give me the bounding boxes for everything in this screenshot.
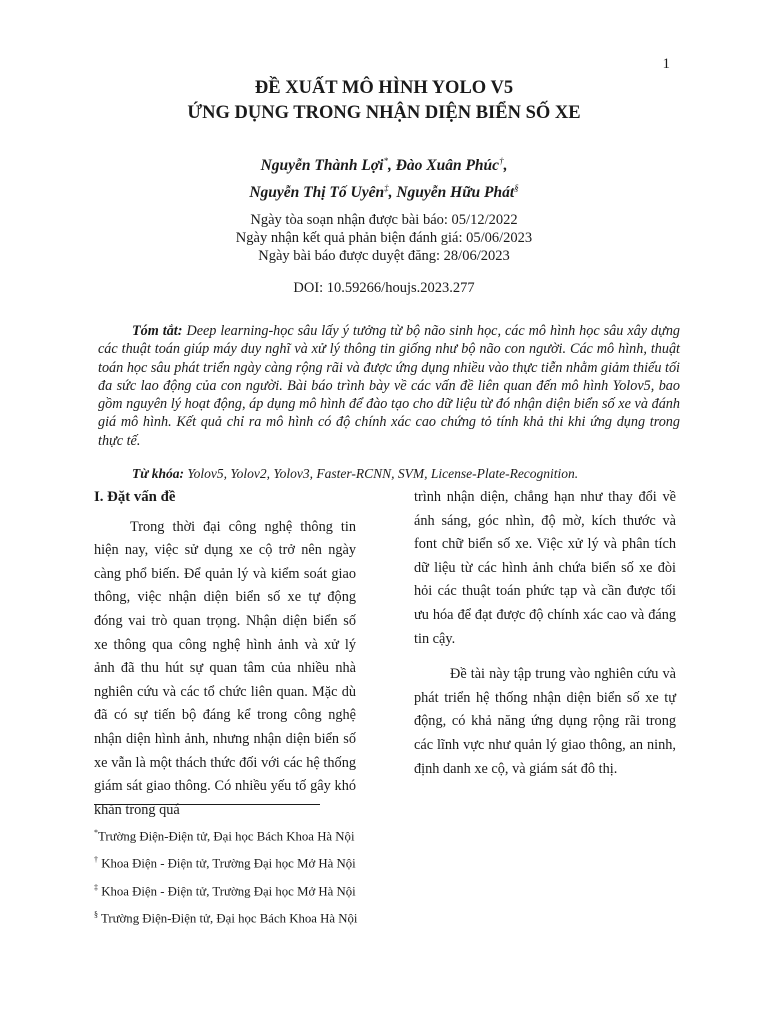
keywords [132, 465, 682, 483]
author-name: Nguyễn Thành Lợi [260, 157, 384, 175]
keywords-text: Yolov5, Yolov2, Yolov3, Faster-RCNN, SVM, License-Plate-Recognition. [183, 466, 579, 481]
footnote-mark: † [94, 855, 98, 865]
footnote-text: Khoa Điện - Điện tử, Trường Đại học Mở Hà Nội [98, 856, 356, 871]
doi: DOI: 10.59266/houjs.2023.277 [293, 280, 475, 296]
review-date: Ngày nhận kết quả phản biện đánh giá: 05/06/2023 [235, 230, 533, 246]
author-line-1 [0, 150, 768, 177]
author-separator: , [388, 184, 397, 202]
author-list [0, 150, 768, 204]
footnotes [94, 821, 434, 931]
page-number: 1 [662, 56, 670, 72]
author-separator: , [387, 157, 396, 175]
author-separator: , [503, 157, 508, 175]
abstract-label: Tóm tắt: [132, 323, 183, 339]
author-mark: ‡ [384, 183, 389, 194]
body-paragraph: Trong thời đại công nghệ thông tin hiện nay, việc sử dụng xe cộ trở nên ngày càng phổ biến. Để quản lý và kiểm soát giao thông, việc nhận diện biển số xe tự động đóng vai trò quan trọng. Nhận diện biển số xe thông qua công nghệ hình ảnh và xử lý ảnh đã thu hút sự quan tâm của nhiều nhà nghiên cứu và các tổ chức liên quan. Mặc dù đã có sự tiến bộ đáng kể trong công nghệ nhận diện hình ảnh, nhưng nhận diện biển số xe vẫn là một thách thức đối với các hệ thống giám sát giao thông. Có nhiều yếu tố gây khó khăn trong quá [94, 518, 356, 818]
footnote-mark: § [94, 910, 98, 920]
footnote-divider [94, 804, 320, 805]
footnote [94, 848, 434, 875]
footnote [94, 876, 434, 903]
left-column [94, 486, 356, 822]
section-heading: I. Đặt vấn đề [94, 489, 176, 505]
body-paragraph-continued: trình nhận diện, chẳng hạn như thay đổi về ánh sáng, góc nhìn, độ mờ, kích thước và font chữ biển số xe. Việc xử lý và phân tích dữ liệu từ các hình ảnh chứa biển số xe đòi hỏi các thuật toán phức tạp và cần được tối ưu hóa để đạt được độ chính xác cao và đáng tin cậy. [414, 489, 676, 647]
title-line-2: ỨNG DỤNG TRONG NHẬN DIỆN BIỂN SỐ XE [187, 103, 581, 123]
author-mark: § [514, 183, 519, 194]
body-paragraph: Đề tài này tập trung vào nghiên cứu và phát triển hệ thống nhận diện biển số xe tự động, có khả năng ứng dụng rộng rãi trong các lĩnh vực như quản lý giao thông, an ninh, định danh xe cộ, và giám sát đô thị. [414, 666, 676, 777]
footnote-text: Trường Điện-Điện tử, Đại học Bách Khoa Hà Nội [98, 829, 355, 844]
footnote-text: Khoa Điện - Điện tử, Trường Đại học Mở Hà Nội [98, 884, 356, 899]
footnote-mark: ‡ [94, 882, 98, 892]
abstract [98, 322, 680, 450]
received-date: Ngày tòa soạn nhận được bài báo: 05/12/2022 [250, 212, 518, 228]
right-column [414, 486, 676, 781]
paper-title [0, 76, 768, 126]
author-mark: * [383, 156, 388, 166]
footnote [94, 903, 434, 930]
author-mark: † [499, 156, 504, 166]
footnote-mark: * [94, 828, 98, 837]
author-line-2 [0, 177, 768, 204]
footnote [94, 821, 434, 848]
author-name: Đào Xuân Phúc [395, 157, 500, 175]
abstract-text: Deep learning-học sâu lấy ý tưởng từ bộ não sinh học, các mô hình học sâu xây dựng các thuật toán giúp máy duy nghĩ và xử lý thông tin giống như bộ não con người. Các mô hình, thuật toán học sâu phát triển ngày càng rộng rãi và được ứng dụng nhiều vào thực tiễn nhằm giảm thiểu tối đa sức lao động của con người. Bài báo trình bày về các vấn đề liên quan đến mô hình Yolov5, bao gồm nguyên lý hoạt động, áp dụng mô hình để đào tạo cho dữ liệu từ đó nhận diện biển số xe và đánh giá mô hình. Kết quả chỉ ra mô hình có độ chính xác cao chứng tỏ tính khả thi khi ứng dụng trong thực tế. [98, 323, 681, 449]
author-name: Nguyễn Thị Tố Uyên [249, 184, 385, 202]
accepted-date: Ngày bài báo được duyệt đăng: 28/06/2023 [258, 248, 510, 264]
footnote-text: Trường Điện-Điện tử, Đại học Bách Khoa Hà Nội [98, 911, 358, 926]
keywords-label: Từ khóa: [132, 466, 184, 481]
title-line-1: ĐỀ XUẤT MÔ HÌNH YOLO V5 [254, 78, 514, 98]
submission-dates [0, 211, 768, 265]
author-name: Nguyễn Hữu Phát [396, 184, 515, 202]
